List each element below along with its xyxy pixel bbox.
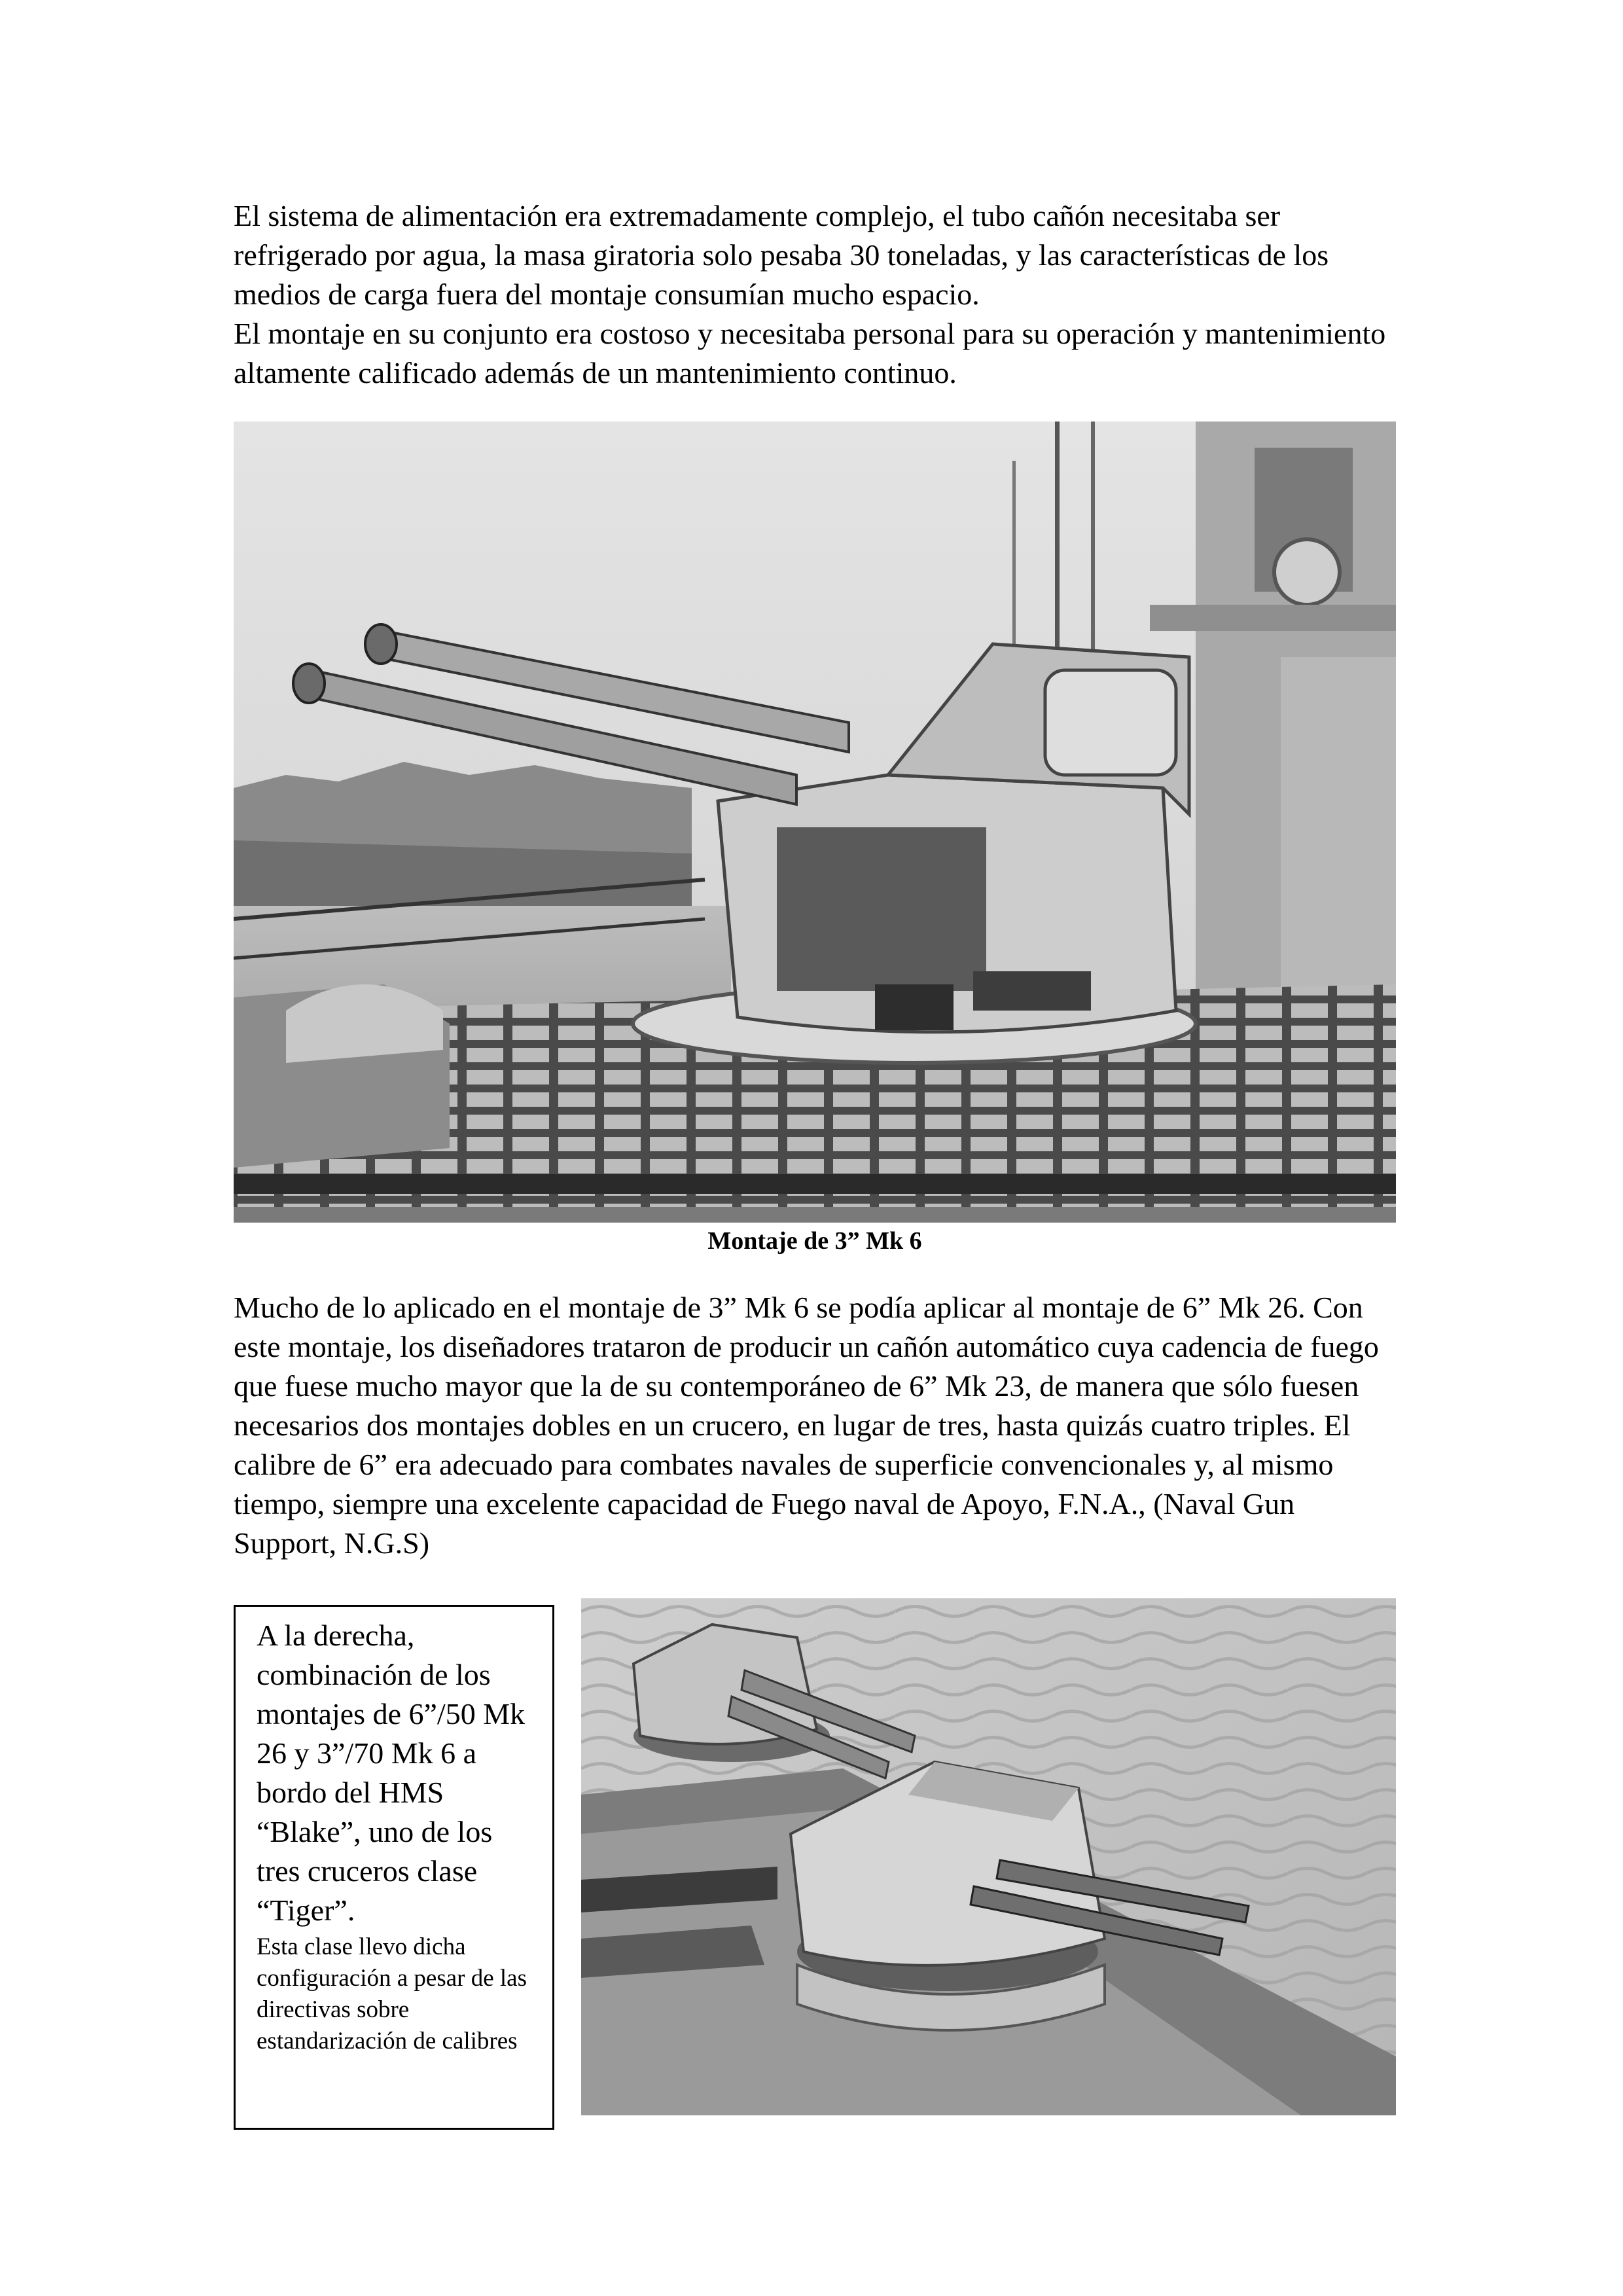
paragraph-1-line-1: El sistema de alimentación era extremadamente complejo, el tubo cañón necesitaba ser refrigerado por agua, la masa giratoria solo pesaba 30 toneladas, y las características de los medios de carga fuera del montaje consumían mucho espacio. xyxy=(234,199,1329,311)
cruiser-turrets-icon xyxy=(581,1598,1396,2115)
paragraph-2-text: Mucho de lo aplicado en el montaje de 3” Mk 6 se podía aplicar al montaje de 6” Mk 26. Con este montaje, los diseñadores trataron de producir un cañón automático cuya cadencia de fuego que fuese mucho mayor que la de su contemporáneo de 6” Mk 23, de manera que sólo fuesen necesarios dos montajes dobles en un crucero, en lugar de tres, hasta quizás cuatro triples. El calibre de 6” era adecuado para combates navales de superficie convencionales y, al mismo tiempo, siempre una excelente capacidad de Fuego naval de Apoyo, F.N.A., (Naval Gun Support, N.G.S) xyxy=(234,1291,1379,1560)
body-paragraph xyxy=(234,1288,1399,1563)
side-caption-note: Esta clase llevo dicha configuración a pesar de las directivas sobre estandarización de calibres xyxy=(257,1933,527,2054)
naval-gun-mount-icon xyxy=(234,422,1396,1223)
figure-1-caption: Montaje de 3” Mk 6 xyxy=(707,1227,922,1255)
side-caption-box xyxy=(234,1605,554,2130)
mk6-gun-mount-photo xyxy=(234,422,1396,1223)
paragraph-1-line-2: El montaje en su conjunto era costoso y necesitaba personal para su operación y mantenimiento altamente calificado además de un mantenimiento continuo. xyxy=(234,317,1386,389)
side-caption-main: A la derecha, combinación de los montajes de 6”/50 Mk 26 y 3”/70 Mk 6 a bordo del HMS “Blake”, uno de los tres cruceros clase “Tiger”. xyxy=(257,1619,526,1927)
intro-paragraph xyxy=(234,196,1399,393)
hms-blake-turrets-photo xyxy=(581,1598,1396,2115)
